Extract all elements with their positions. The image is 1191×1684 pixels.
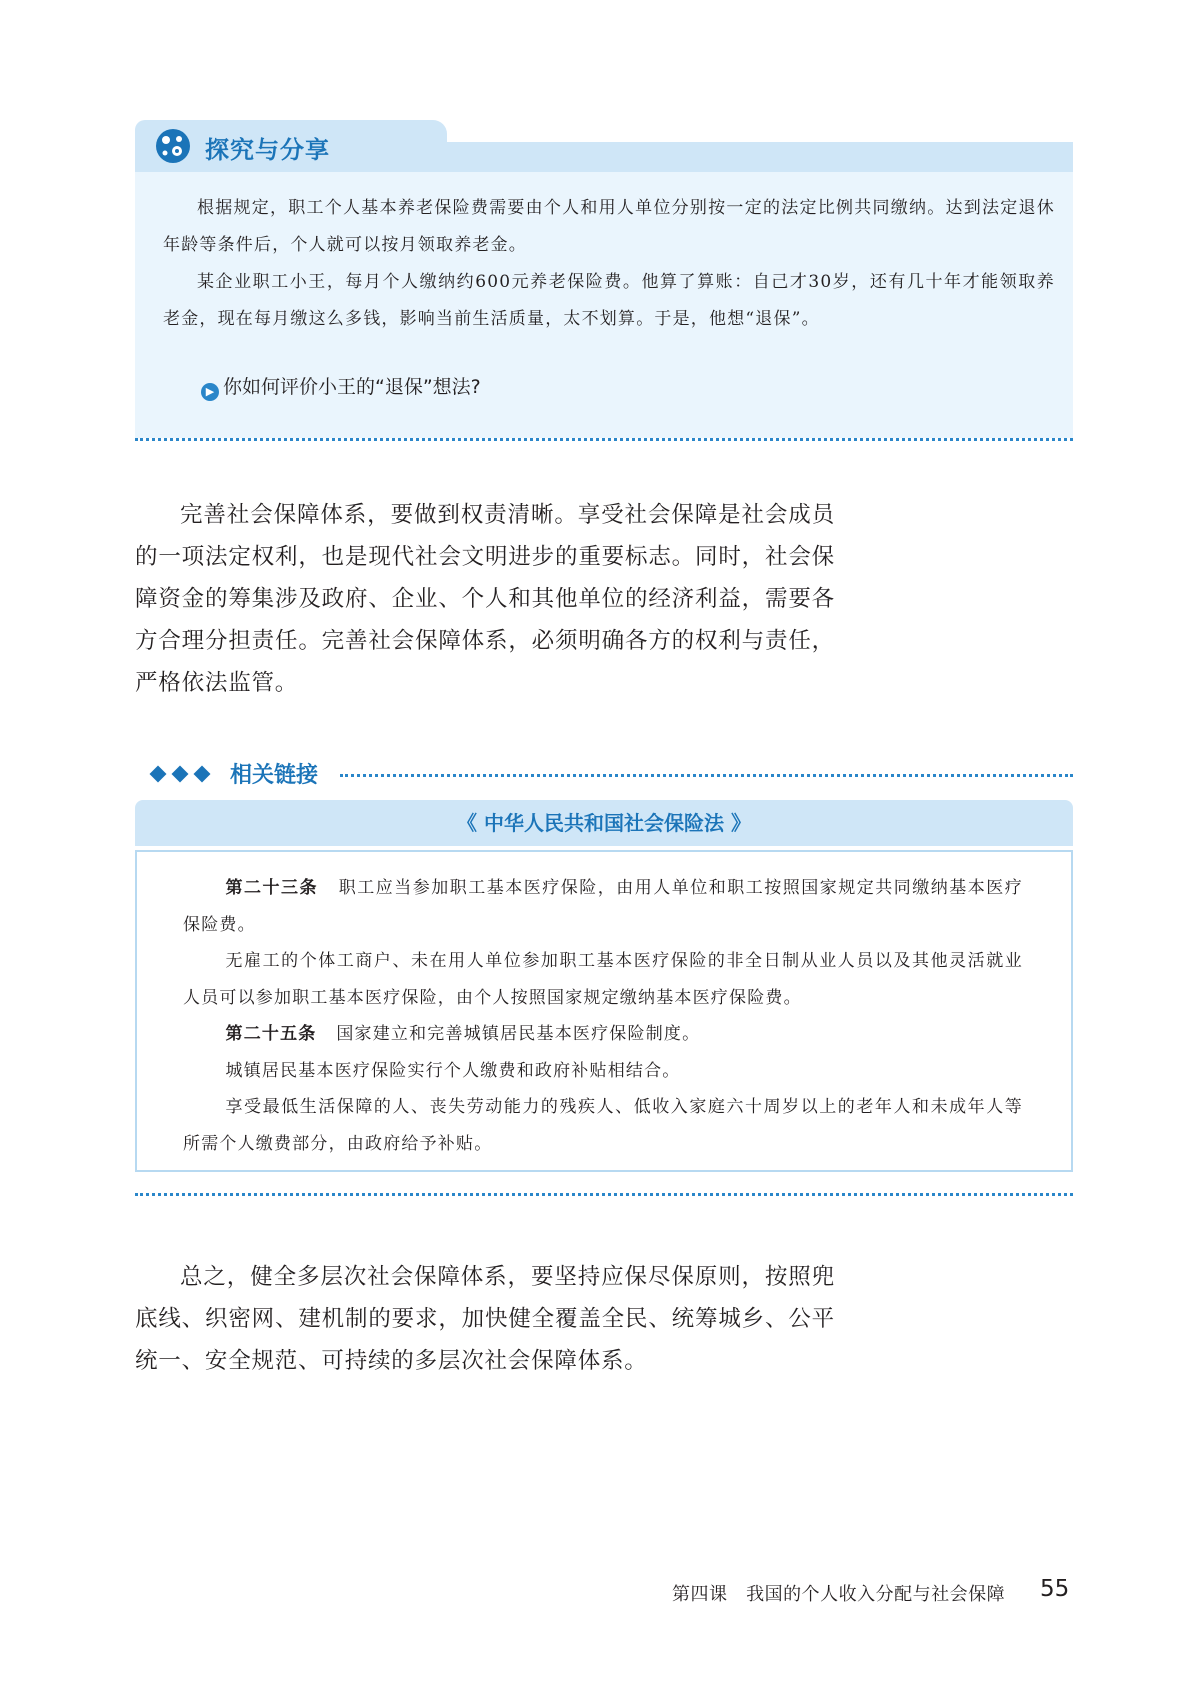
explore-paragraph: 根据规定，职工个人基本养老保险费需要由个人和用人单位分别按一定的法定比例共同缴纳。达到法定退休年龄等条件后，个人就可以按月领取养老金。 bbox=[163, 198, 1055, 255]
dotted-divider bbox=[135, 438, 1073, 441]
paragraph-text: 完善社会保障体系，要做到权责清晰。享受社会保障是社会成员的一项法定权利，也是现代社会文明进步的重要标志。同时，社会保障资金的筹集涉及政府、企业、个人和其他单位的经济利益，需要各方合理分担责任。完善社会保障体系，必须明确各方的权利与责任，严格依法监管。 bbox=[135, 502, 835, 696]
law-box bbox=[135, 850, 1073, 1172]
diamond-icon bbox=[194, 766, 211, 783]
law-article bbox=[183, 870, 1023, 943]
law-article bbox=[183, 1053, 1023, 1090]
diamond-icon bbox=[150, 766, 167, 783]
dotted-divider bbox=[340, 774, 1073, 777]
diamond-icon bbox=[172, 766, 189, 783]
dotted-divider bbox=[135, 1193, 1073, 1196]
main-paragraph-2 bbox=[135, 1256, 835, 1382]
explore-title: 探究与分享 bbox=[205, 136, 330, 164]
article-text: 城镇居民基本医疗保险实行个人缴费和政府补贴相结合。 bbox=[225, 1060, 681, 1081]
arrow-right-icon: ▶ bbox=[201, 383, 219, 401]
puzzle-globe-icon bbox=[153, 126, 193, 166]
article-text: 职工应当参加职工基本医疗保险，由用人单位和职工按照国家规定共同缴纳基本医疗保险费。 bbox=[183, 878, 1023, 935]
article-heading: 第二十三条 bbox=[225, 878, 319, 898]
law-article bbox=[183, 1089, 1023, 1162]
page-number: 55 bbox=[1040, 1576, 1070, 1602]
explore-share-box bbox=[135, 120, 1073, 438]
law-article bbox=[183, 943, 1023, 1016]
law-body bbox=[183, 870, 1023, 1162]
footer-chapter: 第四课 我国的个人收入分配与社会保障 bbox=[672, 1584, 1006, 1605]
article-heading: 第二十五条 bbox=[225, 1024, 317, 1044]
law-title: 《 中华人民共和国社会保险法 》 bbox=[135, 800, 1073, 846]
explore-tab bbox=[135, 120, 447, 172]
article-text: 国家建立和完善城镇居民基本医疗保险制度。 bbox=[336, 1024, 701, 1044]
main-paragraph-1 bbox=[135, 494, 835, 704]
related-link-title: 相关链接 bbox=[230, 763, 319, 788]
question-text: 你如何评价小王的“退保”想法? bbox=[223, 376, 481, 398]
article-text: 享受最低生活保障的人、丧失劳动能力的残疾人、低收入家庭六十周岁以上的老年人和未成年人等所需个人缴费部分，由政府给予补贴。 bbox=[183, 1097, 1023, 1154]
explore-question bbox=[201, 372, 481, 401]
article-text: 无雇工的个体工商户、未在用人单位参加职工基本医疗保险的非全日制从业人员以及其他灵活就业人员可以参加职工基本医疗保险，由个人按照国家规定缴纳基本医疗保险费。 bbox=[183, 951, 1023, 1008]
law-article bbox=[183, 1016, 1023, 1053]
paragraph-text: 总之，健全多层次社会保障体系，要坚持应保尽保原则，按照兜底线、织密网、建机制的要求，加快健全覆盖全民、统筹城乡、公平统一、安全规范、可持续的多层次社会保障体系。 bbox=[135, 1264, 835, 1374]
explore-body bbox=[163, 190, 1055, 338]
explore-paragraph: 某企业职工小王，每月个人缴纳约600元养老保险费。他算了算账：自己才30岁，还有几十年才能领取养老金，现在每月缴这么多钱，影响当前生活质量，太不划算。于是，他想“退保”。 bbox=[163, 272, 1055, 329]
